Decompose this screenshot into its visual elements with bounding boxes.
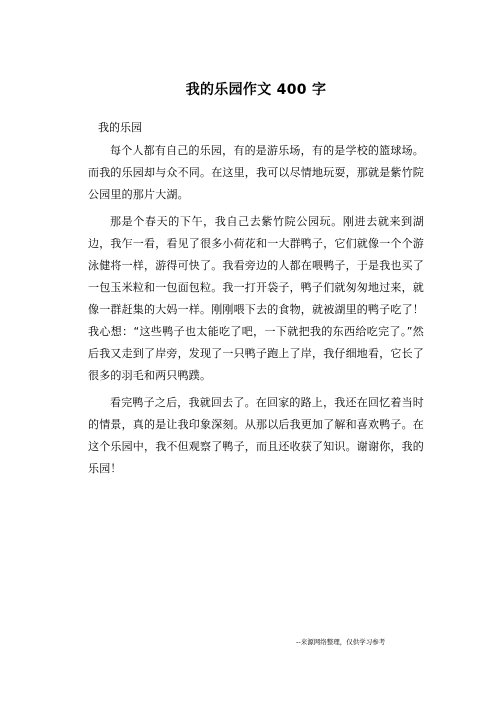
paragraph-3: 看完鸭子之后，我就回去了。在回家的路上，我还在回忆着当时的情景，真的是让我印象深刻。从那以后我更加了解和喜欢鸭子。在这个乐园中，我不但观察了鸭子，而且还收获了知识。谢谢你，我的乐园！ xyxy=(88,396,424,475)
source-footer-note: --来源网络整理，仅供学习参考 xyxy=(296,638,386,646)
document-subtitle: 我的乐园 xyxy=(98,121,142,134)
paragraph-2: 那是个春天的下午，我自己去紫竹院公园玩。刚进去就来到湖边，我乍一看，看见了很多小荷花和一大群鸭子，它们就像一个个游泳健将一样，游得可快了。我看旁边的人都在喂鸭子，于是我也买了一包玉米粒和一包面包粒。我一打开袋子，鸭子们就匆匆地过来，就像一群赶集的大妈一样。刚刚喂下去的食物，就被湖里的鸭子吃了！我心想：“这些鸭子也太能吃了吧，一下就把我的东西给吃完了。”然后我又走到了岸旁，发现了一只鸭子跑上了岸，我仔细地看，它长了很多的羽毛和两只鸭蹼。 xyxy=(88,215,424,382)
document-title: 我的乐园作文 400 字 xyxy=(185,82,327,98)
paragraph-1: 每个人都有自己的乐园，有的是游乐场，有的是学校的篮球场。而我的乐园却与众不同。在这里，我可以尽情地玩耍，那就是紫竹院公园里的那片大湖。 xyxy=(88,144,424,201)
